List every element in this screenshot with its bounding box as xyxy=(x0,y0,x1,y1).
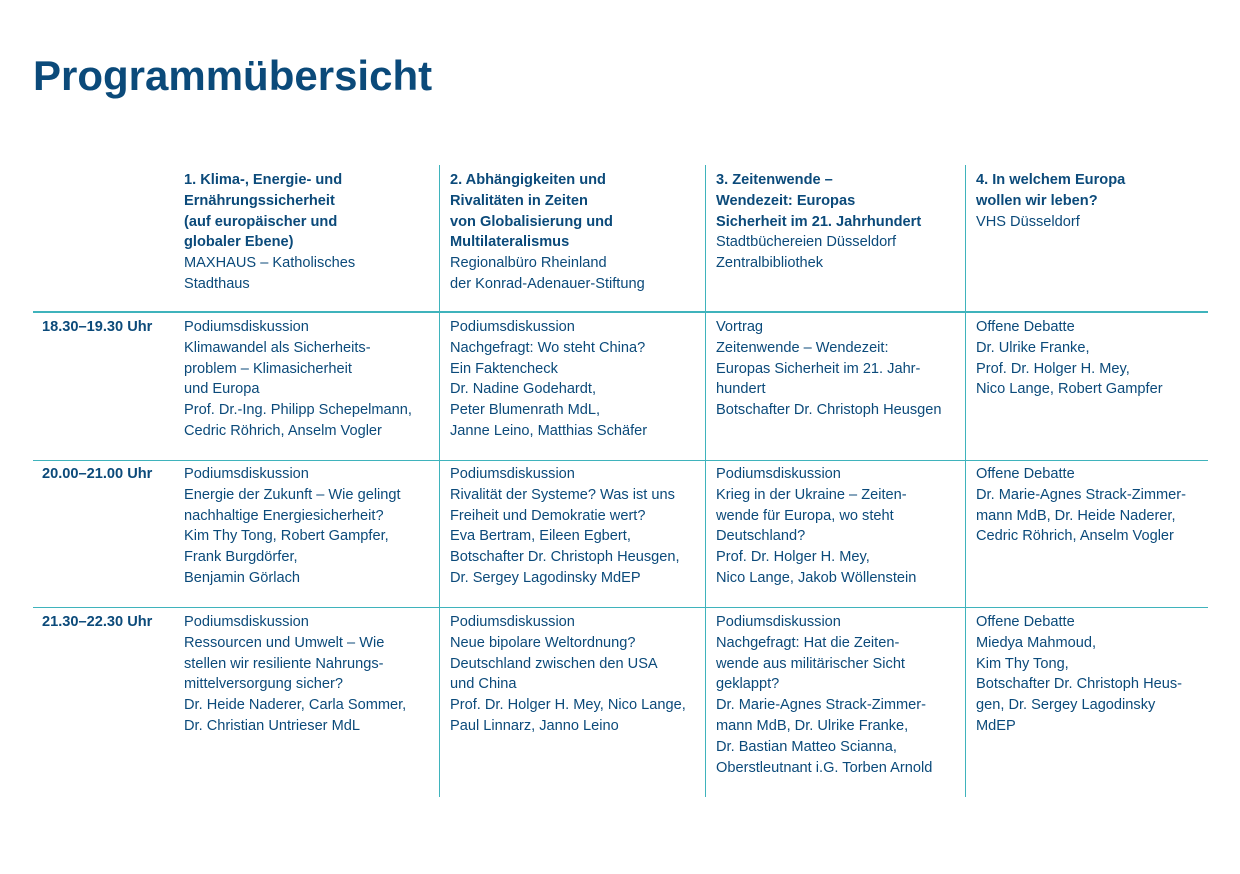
column-title-line: Sicherheit im 21. Jahrhundert xyxy=(716,213,922,230)
column-divider xyxy=(439,165,440,797)
row-time: 18.30–19.30 Uhr xyxy=(42,319,153,335)
session-line: Dr. Marie-Agnes Strack-Zimmer- xyxy=(716,697,927,714)
session-line: Miedya Mahmoud, xyxy=(976,634,1097,651)
session-format: Podiumsdiskussion xyxy=(184,319,309,335)
session-cell xyxy=(976,317,1163,400)
session-line: Freiheit und Demokratie wert? xyxy=(450,507,646,524)
session-line: Kim Thy Tong, xyxy=(976,655,1069,672)
column-title-line: Rivalitäten in Zeiten xyxy=(450,192,588,209)
session-line: mann MdB, Dr. Heide Naderer, xyxy=(976,507,1176,524)
column-header-2 xyxy=(450,170,645,295)
session-line: Paul Linnarz, Janno Leino xyxy=(450,717,619,734)
session-format: Podiumsdiskussion xyxy=(450,319,575,335)
session-cell xyxy=(976,612,1182,737)
session-line: Eva Bertram, Eileen Egbert, xyxy=(450,528,631,545)
session-line: wende für Europa, wo steht xyxy=(716,507,894,524)
session-line: Deutschland? xyxy=(716,528,806,545)
session-line: Deutschland zwischen den USA xyxy=(450,655,658,672)
header-divider xyxy=(33,311,1208,313)
session-line: Botschafter Dr. Christoph Heus- xyxy=(976,676,1183,693)
session-cell xyxy=(450,612,686,737)
session-line: gen, Dr. Sergey Lagodinsky xyxy=(976,697,1156,714)
session-line: Ressourcen und Umwelt – Wie xyxy=(184,634,385,651)
column-title-line: 3. Zeitenwende – xyxy=(716,172,833,188)
session-line: MdEP xyxy=(976,717,1016,734)
session-cell xyxy=(716,464,916,589)
session-line: Peter Blumenrath MdL, xyxy=(450,402,601,419)
session-line: Oberstleutnant i.G. Torben Arnold xyxy=(716,759,933,776)
session-format: Podiumsdiskussion xyxy=(184,614,309,630)
session-format: Podiumsdiskussion xyxy=(450,466,575,482)
column-title-line: von Globalisierung und xyxy=(450,213,613,230)
session-line: und Europa xyxy=(184,381,260,398)
column-venue-line: MAXHAUS – Katholisches xyxy=(184,255,356,272)
session-line: und China xyxy=(450,676,517,693)
session-line: Nico Lange, Jakob Wöllenstein xyxy=(716,569,917,586)
column-divider xyxy=(965,165,966,797)
session-format: Podiumsdiskussion xyxy=(184,466,309,482)
session-cell xyxy=(976,464,1186,547)
session-line: Botschafter Dr. Christoph Heusgen, xyxy=(450,549,680,566)
column-title-line: wollen wir leben? xyxy=(976,192,1098,209)
session-line: Nachgefragt: Wo steht China? xyxy=(450,339,646,356)
session-format: Podiumsdiskussion xyxy=(450,614,575,630)
session-line: mittelversorgung sicher? xyxy=(184,676,343,693)
column-title-line: 1. Klima-, Energie- und xyxy=(184,172,343,188)
column-header-1 xyxy=(184,170,355,295)
session-cell xyxy=(184,612,406,737)
session-format: Offene Debatte xyxy=(976,319,1075,335)
column-title-line: Multilateralismus xyxy=(450,234,570,251)
session-line: Dr. Nadine Godehardt, xyxy=(450,381,597,398)
session-cell xyxy=(450,464,680,589)
session-line: stellen wir resiliente Nahrungs- xyxy=(184,655,384,672)
session-line: problem – Klimasicherheit xyxy=(184,360,352,377)
session-line: Cedric Röhrich, Anselm Vogler xyxy=(184,422,382,439)
column-venue-line: Zentralbibliothek xyxy=(716,255,824,272)
session-cell xyxy=(450,317,647,442)
session-cell xyxy=(716,612,932,778)
session-line: Ein Faktencheck xyxy=(450,360,558,377)
row-time: 20.00–21.00 Uhr xyxy=(42,466,153,482)
column-title-line: (auf europäischer und xyxy=(184,213,338,230)
session-line: Prof. Dr. Holger H. Mey, xyxy=(716,549,870,566)
session-line: Dr. Heide Naderer, Carla Sommer, xyxy=(184,697,407,714)
row-divider xyxy=(33,607,1208,608)
session-line: Dr. Sergey Lagodinsky MdEP xyxy=(450,569,641,586)
column-venue-line: Regionalbüro Rheinland xyxy=(450,255,607,272)
column-divider xyxy=(705,165,706,797)
session-line: Neue bipolare Weltordnung? xyxy=(450,634,636,651)
session-line: mann MdB, Dr. Ulrike Franke, xyxy=(716,717,909,734)
session-line: Botschafter Dr. Christoph Heusgen xyxy=(716,402,942,419)
session-line: nachhaltige Energiesicherheit? xyxy=(184,507,384,524)
session-line: Dr. Ulrike Franke, xyxy=(976,339,1090,356)
column-title-line: Ernährungssicherheit xyxy=(184,192,335,209)
session-line: Dr. Bastian Matteo Scianna, xyxy=(716,738,897,755)
column-venue-line: Stadtbüchereien Düsseldorf xyxy=(716,234,897,251)
session-line: wende aus militärischer Sicht xyxy=(716,655,905,672)
column-venue-line: Stadthaus xyxy=(184,275,250,292)
session-line: Nachgefragt: Hat die Zeiten- xyxy=(716,634,900,651)
session-line: Dr. Marie-Agnes Strack-Zimmer- xyxy=(976,486,1187,503)
column-title-line: globaler Ebene) xyxy=(184,234,294,251)
column-header-3 xyxy=(716,170,921,274)
session-cell xyxy=(184,317,412,442)
session-line: Frank Burgdörfer, xyxy=(184,549,298,566)
session-line: Zeitenwende – Wendezeit: xyxy=(716,339,889,356)
session-line: Krieg in der Ukraine – Zeiten- xyxy=(716,486,907,503)
session-line: Klimawandel als Sicherheits- xyxy=(184,339,371,356)
page-title: Programmübersicht xyxy=(33,52,433,99)
session-line: Prof. Dr. Holger H. Mey, Nico Lange, xyxy=(450,697,686,714)
session-line: Kim Thy Tong, Robert Gampfer, xyxy=(184,528,389,545)
session-format: Offene Debatte xyxy=(976,614,1075,630)
session-line: Cedric Röhrich, Anselm Vogler xyxy=(976,528,1174,545)
session-line: Prof. Dr.-Ing. Philipp Schepelmann, xyxy=(184,402,412,419)
session-format: Offene Debatte xyxy=(976,466,1075,482)
session-line: Janne Leino, Matthias Schäfer xyxy=(450,422,648,439)
session-format: Podiumsdiskussion xyxy=(716,614,841,630)
column-header-4 xyxy=(976,170,1125,232)
row-time: 21.30–22.30 Uhr xyxy=(42,614,153,630)
session-line: geklappt? xyxy=(716,676,780,693)
session-cell xyxy=(184,464,401,589)
session-line: Europas Sicherheit im 21. Jahr- xyxy=(716,360,921,377)
session-line: Rivalität der Systeme? Was ist uns xyxy=(450,486,675,503)
column-venue-line: VHS Düsseldorf xyxy=(976,213,1080,230)
column-venue-line: der Konrad-Adenauer-Stiftung xyxy=(450,275,645,292)
session-line: Energie der Zukunft – Wie gelingt xyxy=(184,486,401,503)
session-line: Nico Lange, Robert Gampfer xyxy=(976,381,1163,398)
session-line: Dr. Christian Untrieser MdL xyxy=(184,717,360,734)
column-title-line: Wendezeit: Europas xyxy=(716,192,856,209)
session-cell xyxy=(716,317,942,421)
session-line: Benjamin Görlach xyxy=(184,569,300,586)
session-format: Vortrag xyxy=(716,319,764,335)
session-format: Podiumsdiskussion xyxy=(716,466,841,482)
session-line: hundert xyxy=(716,381,766,398)
session-line: Prof. Dr. Holger H. Mey, xyxy=(976,360,1130,377)
column-title-line: 2. Abhängigkeiten und xyxy=(450,172,606,188)
column-title-line: 4. In welchem Europa xyxy=(976,172,1126,188)
row-divider xyxy=(33,460,1208,461)
